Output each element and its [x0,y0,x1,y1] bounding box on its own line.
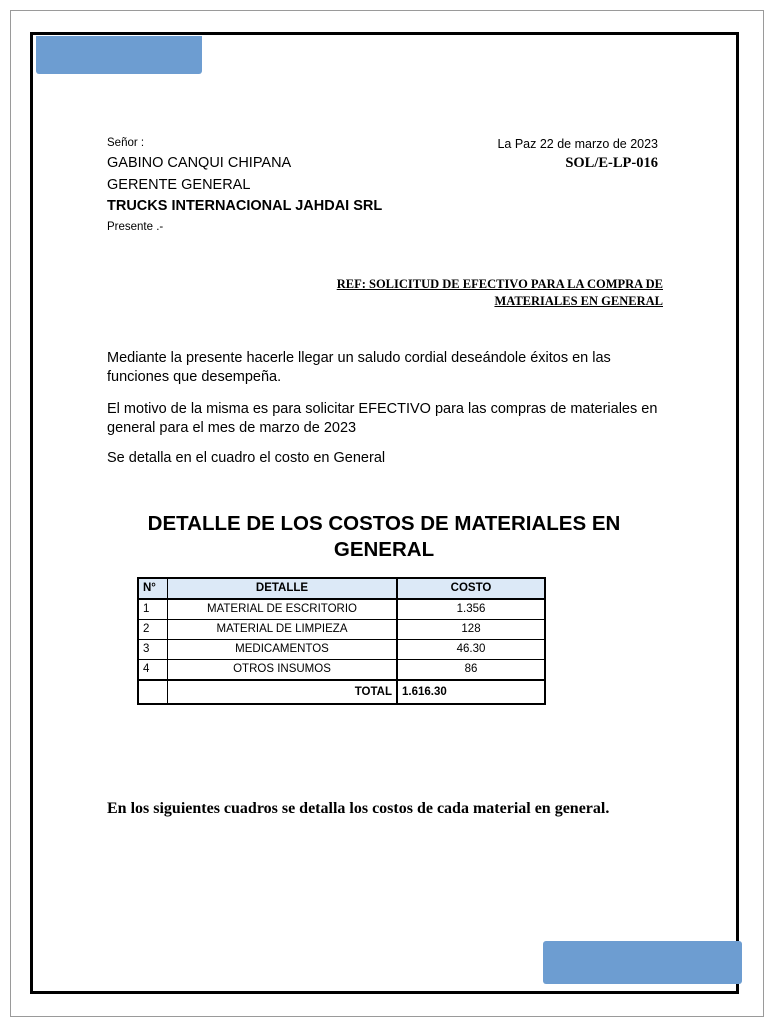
row-cost: 1.356 [397,599,545,620]
presente-line: Presente .- [107,221,164,233]
footer-decoration-bar [543,941,742,984]
cost-table [137,577,546,705]
salutation: Señor : [107,137,145,149]
subject-reference [337,276,663,310]
row-num: 4 [138,660,168,681]
paragraph-motive: El motivo de la misma es para solicitar EFECTIVO para las compras de materiales en general para el mes de marzo de 2023 [107,401,658,436]
table-row [138,599,545,620]
table-row [138,620,545,640]
table-row [138,640,545,660]
company-name: TRUCKS INTERNACIONAL JAHDAI SRL [107,198,383,214]
row-cost: 46.30 [397,640,545,660]
row-detail: MATERIAL DE LIMPIEZA [168,620,398,640]
paragraph-greeting: Mediante la presente hacerle llegar un saludo cordial deseándole éxitos en las funciones que desempeña. [107,350,611,385]
row-detail: MATERIAL DE ESCRITORIO [168,599,398,620]
total-label: TOTAL [168,680,398,704]
row-num: 3 [138,640,168,660]
header-detail: DETALLE [168,578,398,599]
total-value: 1.616.30 [397,680,545,704]
table-header-row [138,578,545,599]
row-detail: MEDICAMENTOS [168,640,398,660]
header-num: N° [138,578,168,599]
recipient-name: GABINO CANQUI CHIPANA [107,155,292,171]
closing-statement: En los siguientes cuadros se detalla los costos de cada material en general. [107,800,610,817]
row-num: 1 [138,599,168,620]
subject-line-2: MATERIALES EN GENERAL [494,294,663,308]
row-detail: OTROS INSUMOS [168,660,398,681]
reference-code: SOL/E-LP-016 [565,155,658,171]
recipient-role: GERENTE GENERAL [107,177,251,193]
header-cost: COSTO [397,578,545,599]
table-total-row [138,680,545,704]
letter-date: La Paz 22 de marzo de 2023 [497,137,658,151]
table-row [138,660,545,681]
paragraph-detail: Se detalla en el cuadro el costo en General [107,450,386,466]
total-empty-cell [138,680,168,704]
header-decoration-bar [36,36,202,74]
subject-line-1: REF: SOLICITUD DE EFECTIVO PARA LA COMPRA DE [336,277,663,291]
row-cost: 128 [397,620,545,640]
row-cost: 86 [397,660,545,681]
section-title: DETALLE DE LOS COSTOS DE MATERIALES EN GENERAL [147,512,621,561]
row-num: 2 [138,620,168,640]
